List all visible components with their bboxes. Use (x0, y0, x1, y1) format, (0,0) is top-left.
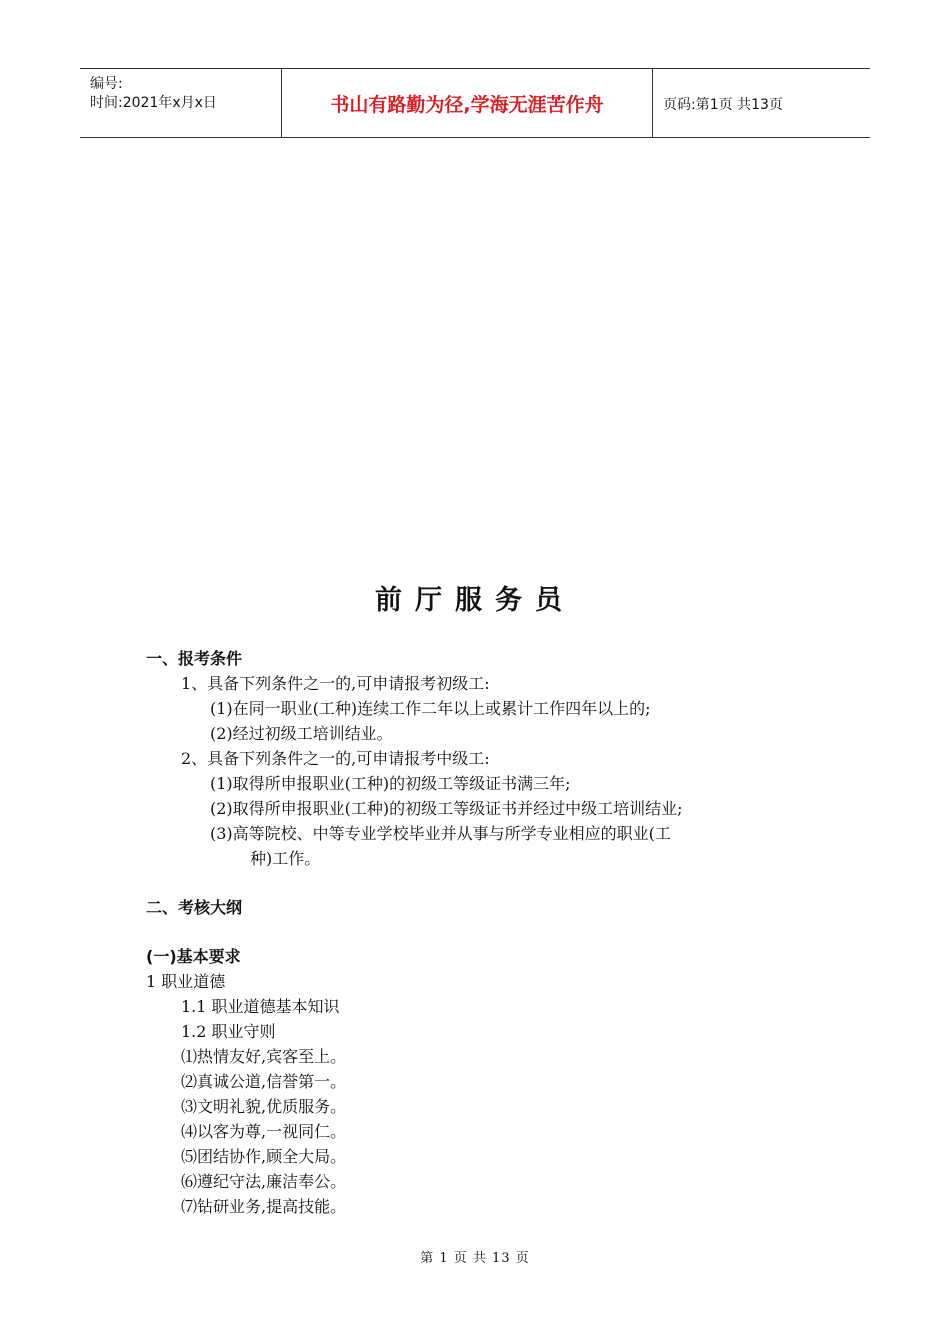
section-1-item-2-c-line1: (3)高等院校、中等专业学校毕业并从事与所学专业相应的职业(工 (210, 824, 671, 843)
document-title: 前厅服务员 (375, 585, 575, 616)
section-2-subheading: (一)基本要求 (146, 947, 241, 966)
section-2-point-1-2: 1.2 职业守则 (181, 1022, 276, 1041)
rule-item: ⑷以客为尊,一视同仁。 (181, 1122, 347, 1141)
section-1-heading: 一、报考条件 (146, 649, 243, 668)
section-1-item-2-a: (1)取得所申报职业(工种)的初级工等级证书满三年; (210, 774, 571, 793)
rule-item: ⑸团结协作,顾全大局。 (181, 1147, 347, 1166)
number-label: 编号: (90, 76, 123, 92)
time-label: 时间:2021年x月x日 (90, 95, 217, 111)
section-1-item-1: 1、具备下列条件之一的,可申请报考初级工: (181, 674, 490, 693)
header-page-info: 页码:第1页 共13页 (663, 97, 783, 113)
header-middle-cell (282, 69, 653, 137)
section-1-item-2-c-line2: 种)工作。 (250, 849, 321, 868)
section-1-item-2: 2、具备下列条件之一的,可申请报考中级工: (181, 749, 490, 768)
rule-item: ⑴热情友好,宾客至上。 (181, 1047, 347, 1066)
header-table (80, 68, 870, 138)
rule-item: ⑺钻研业务,提高技能。 (181, 1197, 347, 1216)
section-2-point-1-1: 1.1 职业道德基本知识 (181, 997, 340, 1016)
section-2-heading: 二、考核大纲 (146, 898, 243, 917)
page-footer: 第 1 页 共 13 页 (420, 1251, 530, 1266)
section-2-point-1: 1 职业道德 (146, 972, 226, 991)
rule-item: ⑶文明礼貌,优质服务。 (181, 1097, 347, 1116)
header-left-cell (80, 69, 282, 137)
rule-item: ⑵真诚公道,信誉第一。 (181, 1072, 347, 1091)
rule-item: ⑹遵纪守法,廉洁奉公。 (181, 1172, 347, 1191)
section-1-item-1-b: (2)经过初级工培训结业。 (210, 724, 393, 743)
header-motto: 书山有路勤为径,学海无涯苦作舟 (330, 94, 604, 116)
section-1-item-2-b: (2)取得所申报职业(工种)的初级工等级证书并经过中级工培训结业; (210, 799, 683, 818)
section-1-item-1-a: (1)在同一职业(工种)连续工作二年以上或累计工作四年以上的; (210, 699, 651, 718)
header-right-cell (653, 69, 870, 137)
